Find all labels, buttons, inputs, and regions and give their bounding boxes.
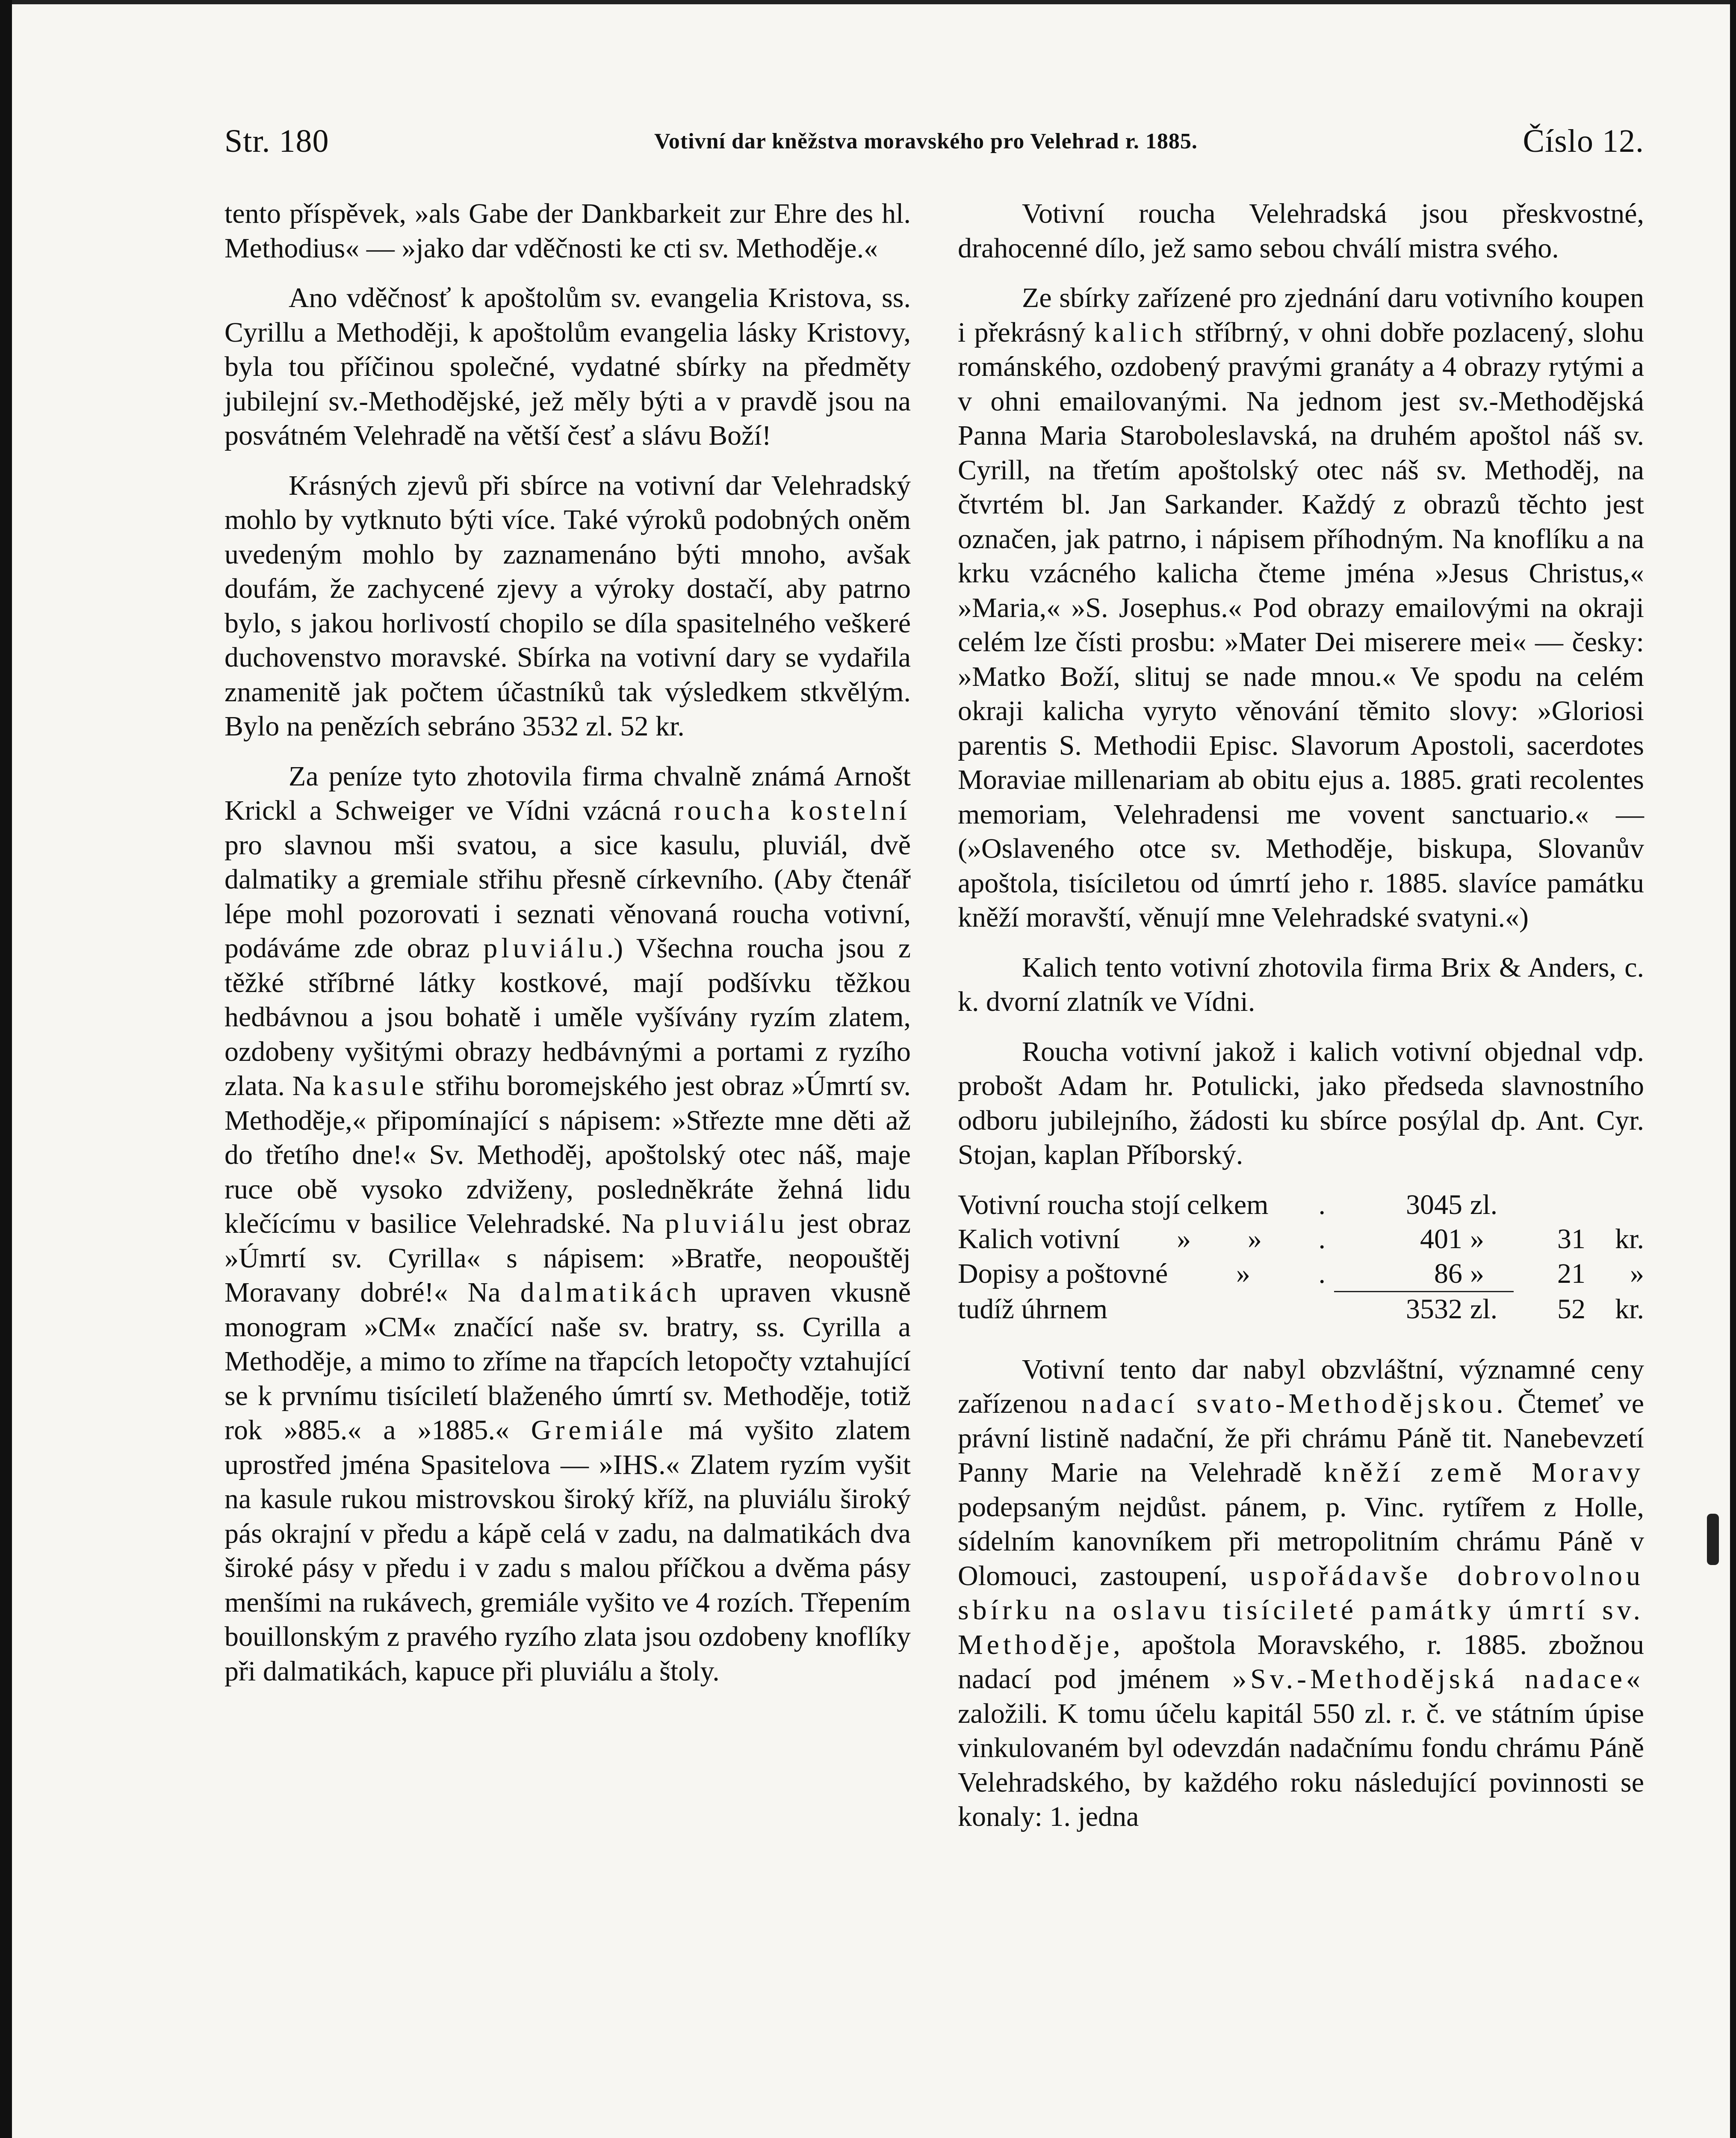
amount-zl: 401 <box>1420 1223 1462 1255</box>
cost-row: Dopisy a poštovné » . 86 » 21 » <box>958 1257 1644 1291</box>
total-zl: 3532 <box>1406 1293 1462 1325</box>
emphasis: uspořádavše dobrovolnou sbírku na oslavu tisícileté památky úmrtí sv. Methoděje <box>958 1560 1644 1660</box>
cost-table <box>958 1188 1644 1327</box>
emphasis: kněží země Moravy <box>1324 1457 1644 1488</box>
paragraph-vestments: Za peníze tyto zhotovila firma chvalně známá Arnošt Krickl a Schweiger ve Vídni vzácná roucha kostelní pro slavnou mši svatou, a sice kasulu, pluviál, dvě dalmatiky a gremiale střihu přesně církevního. (Aby čtenář lépe mohl pozorovati i seznati věnovaná roucha votivní, podáváme zde obraz pluviálu.) Všechna roucha jsou z těžké stříbrné látky kostkové, mají podšívku těžkou hedbávnou a jsou bohatě i uměle vyšívány ryzím zlatem, ozdobeny vyšitými obrazy hedbávnými a portami z ryzího zlata. Na kasule střihu boromejského jest obraz »Úmrtí sv. Methoděje,« připomínající s nápisem: »Střezte mne děti až do třetího dne!« Sv. Methoděj, apoštolský otec náš, maje ruce obě vysoko zdviženy, posledněkráte žehná lidu klečícímu v basilice Velehradské. Na pluviálu jest obraz »Úmrtí sv. Cyrilla« s nápisem: »Bratře, neopouštěj Moravany dobré!« Na dalmatikách upraven vkusně monogram »CM« značící naše sv. bratry, ss. Cyrilla a Methoděje, a mimo to zříme na třapcích letopočty vztahující se k prvnímu tisíciletí blaženého úmrtí sv. Methoděje, totiž rok »885.« a »1885.« Gremiále má vyšito zlatem uprostřed jména Spasitelova — »IHS.« Zlatem ryzím vyšit na kasule rukou mistrovskou široký kříž, na pluviálu široký pás okrajní v předu a kápě celá v zadu, na dalmatikách dva široké pásy v předu i v zadu s malou příčkou a dvěma pásy menšími na rukávech, gremiále vyšito ve 4 rozích. Třepením bouillonským z pravého ryzího zlata jsou ozdobeny knoflíky při dalmatikách, kapuce při pluviálu a štoly. <box>224 760 911 1687</box>
emphasis: »Sv.-Methodějská nadace« <box>1232 1663 1644 1695</box>
emphasis: dalmatikách <box>520 1277 701 1308</box>
amount-kr: 21 <box>1557 1258 1585 1289</box>
emphasis: pluviálu <box>483 933 607 964</box>
emphasis: nadací svato-Methodějskou <box>1081 1388 1497 1419</box>
page <box>224 115 1644 2138</box>
emphasis: pluviálu <box>665 1208 788 1239</box>
emphasis: kasule <box>333 1070 428 1101</box>
scan-left-border <box>0 0 12 2138</box>
emphasis: Gremiále <box>531 1415 667 1446</box>
emphasis: kalich <box>1094 316 1187 348</box>
scan-right-border <box>1730 0 1736 2138</box>
paragraph: Votivní roucha Velehradská jsou přeskvostné, drahocenné dílo, jež samo sebou chválí mistra svého. <box>958 198 1644 264</box>
paragraph: tento příspěvek, »als Gabe der Dankbarkeit zur Ehre des hl. Methodius« — »jako dar vděčnosti ke cti sv. Methoděje.« <box>224 198 911 264</box>
binding-clip <box>1707 1514 1719 1565</box>
amount-zl: 86 <box>1434 1258 1462 1289</box>
cost-row: Kalich votivní » » . 401 » 31 kr. <box>958 1222 1644 1257</box>
right-column <box>958 197 1644 1834</box>
total-kr: 52 <box>1557 1293 1585 1325</box>
scan-top-edge <box>0 0 1736 4</box>
cost-row: Votivní roucha stojí celkem . 3045 zl. <box>958 1188 1644 1223</box>
issue-number: Číslo 12. <box>1523 123 1644 159</box>
left-column <box>224 197 911 1689</box>
paragraph-chalice: Ze sbírky zařízené pro zjednání daru votivního koupen i překrásný kalich stříbrný, v ohni dobře pozlacený, slohu románského, ozdobený pravými granáty a 4 obrazy rytými a v ohni emailovanými. Na jednom jest sv.-Methodějská Panna Maria Staroboleslavská, na druhém apoštol náš sv. Cyrill, na třetím apoštolský otec náš sv. Methoděj, na čtvrtém bl. Jan Sarkander. Každý z obrazů těchto jest označen, jak patrno, i nápisem příhodným. Na knoflíku a na krku vzácného kalicha čteme jména »Jesus Christus,« »Maria,« »S. Josephus.« Pod obrazy emailovými na okraji celém lze čísti prosbu: »Mater Dei miserere mei« — česky: »Matko Boží, slituj se nade mnou.« Ve spodu na celém okraji kalicha vyryto věnování těmito slovy: »Gloriosi parentis S. Methodii Episc. Slavorum Apostoli, sacerdotes Moraviae millenariam ab obitu ejus a. 1885. grati recolentes memoriam, Velehradensi me vovent sanctuario.« — (»Oslaveného otce sv. Methoděje, biskupa, Slovanův apoštola, tisíciletou od úmrtí jeho r. 1885. slavíce památku kněží moravští, věnují mne Velehradské svatyni.«) <box>958 282 1644 933</box>
page-header <box>224 115 1644 167</box>
amount-zl: 3045 <box>1406 1189 1462 1220</box>
paragraph: Ano vděčnosť k apoštolům sv. evangelia Kristova, ss. Cyrillu a Methoději, k apoštolům evangelia lásky Kristovy, byla tou příčinou společné, vydatné sbírky na předměty jubilejní sv.-Methodějské, jež měly býti a v pravdě jsou na posvátném Velehradě na větší česť a slávu Boží! <box>224 282 911 451</box>
emphasis: roucha kostelní <box>674 795 911 826</box>
paragraph-foundation: Votivní tento dar nabyl obzvláštní, významné ceny zařízenou nadací svato-Methodějskou. Čtemeť ve právní listině nadační, že při chrámu Páně tit. Nanebevzetí Panny Marie na Velehradě kněží země Moravy podepsaným nejdůst. pánem, p. Vinc. rytířem z Holle, sídelním kanovníkem při metropolitním chrámu Páně v Olomouci, zastoupení, uspořádavše dobrovolnou sbírku na oslavu tisícileté památky úmrtí sv. Methoděje, apoštola Moravského, r. 1885. zbožnou nadací pod jménem »Sv.-Methodějská nadace« založili. K tomu účelu kapitál 550 zl. r. č. ve státním úpise vinkulovaném byl odevzdán nadačnímu fondu chrámu Páně Velehradského, by každého roku následující povinnosti se konaly: 1. jedna <box>958 1353 1644 1832</box>
paragraph: Roucha votivní jakož i kalich votivní objednal vdp. probošt Adam hr. Potulicki, jako předseda slavnostního odboru jubilejního, žádosti ku sbírce posýlal dp. Ant. Cyr. Stojan, kaplan Příborský. <box>958 1036 1644 1170</box>
amount-kr: 31 <box>1557 1223 1585 1255</box>
page-number: Str. 180 <box>224 123 329 159</box>
total-row: tudíž úhrnem 3532 zl. 52 kr. <box>958 1292 1644 1327</box>
paragraph: Kalich tento votivní zhotovila firma Brix & Anders, c. k. dvorní zlatník ve Vídni. <box>958 951 1644 1017</box>
running-title: Votivní dar kněžstva moravského pro Velehrad r. 1885. <box>654 129 1198 154</box>
paragraph: Krásných zjevů při sbírce na votivní dar Velehradský mohlo by vytknuto býti více. Také výroků podobných oněm uvedeným mohlo by zaznamenáno býti mnoho, avšak doufám, že zachycené zjevy a výroky dostačí, aby patrno bylo, s jakou horlivostí chopilo se díla spasitelného veškeré duchovenstvo moravské. Sbírka na votivní dary se vydařila znamenitě jak počtem účastníků tak výsledkem stkvělým. Bylo na penězích sebráno 3532 zl. 52 kr. <box>224 470 911 742</box>
